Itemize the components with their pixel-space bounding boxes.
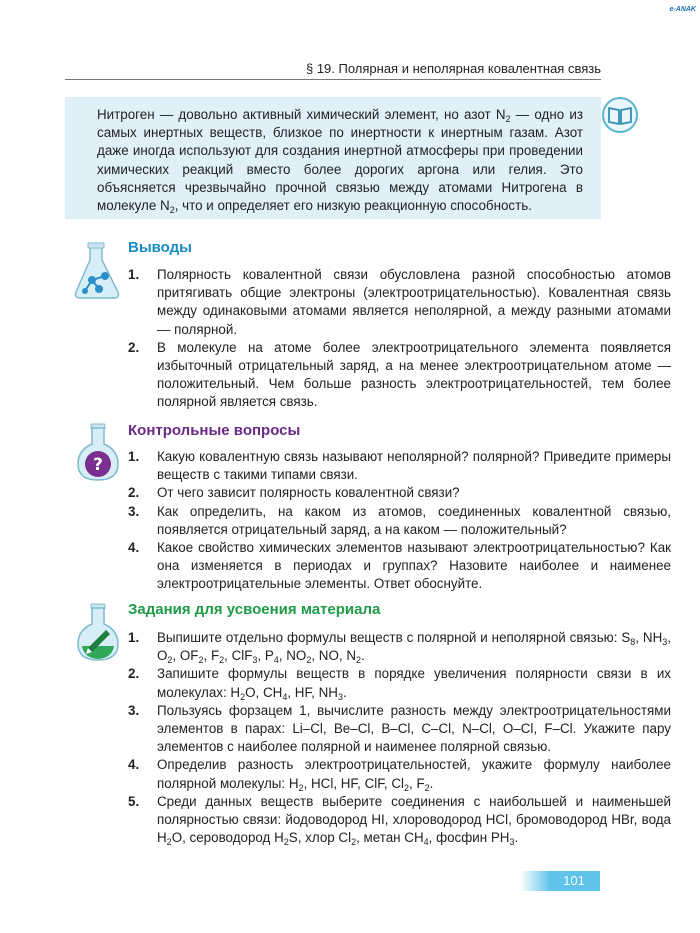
item-number: 4. — [128, 757, 140, 773]
list-item — [128, 448, 671, 484]
subscript: 2 — [169, 205, 175, 216]
subscript: 2 — [505, 114, 511, 124]
item-text: Какое свойство химических элементов называют электроотрицательностью? Как она изменяется в периодах и группах? Назовите наиболее и наименее электроотрицательные элементы. Ответ обоснуйте. — [157, 540, 671, 592]
list-item — [128, 665, 671, 701]
svg-text:?: ? — [93, 455, 103, 475]
item-number: 2. — [128, 666, 140, 682]
questions-title: Контрольные вопросы — [128, 422, 301, 439]
book-icon — [601, 96, 639, 134]
item-text: Определив разность электроотрицательностей, укажите формулу наиболее полярной молекулы: $H_2$, HCl, HF, ClF, $Cl_2$, $F_2$. — [157, 757, 671, 793]
info-text-part-2: — одно из самых инертных веществ, близкое по инертности к инертным газам. Азот даже иногда используют для создания инертной атмосферы при проведении химических реакций вместо более дорогих аргона или гелия. Это объясняется чрезвычайно прочной связью между атомами Нитрогена в молекуле N — [97, 107, 583, 214]
page-number: 101 — [548, 871, 600, 891]
list-item — [128, 339, 671, 412]
info-text-part-1: Нитроген — довольно активный химический элемент, но азот N — [97, 107, 506, 122]
item-number: 1. — [128, 630, 140, 645]
item-number: 2. — [128, 339, 140, 355]
item-text: Выпишите отдельно формулы веществ с полярной и неполярной связью: $S_8$, $NH_3$, $O_2$, $OF_2$, $F_2$, ClF$_3$, $P_4$, $NO_2$, NO, $N_2$. — [157, 630, 671, 666]
flask-molecule-icon — [72, 240, 124, 300]
page-number-strip — [520, 871, 548, 891]
list-item — [128, 266, 671, 339]
questions-list — [128, 448, 671, 594]
item-text: Какую ковалентную связь называют неполярной? полярной? Приведите примеры веществ с такими типами связи. — [157, 449, 671, 483]
item-number: 3. — [128, 503, 140, 519]
list-item — [128, 793, 671, 848]
list-item — [128, 539, 671, 594]
publisher-logo: e-ANAK — [669, 6, 696, 13]
list-item — [128, 629, 671, 665]
conclusions-title: Выводы — [128, 239, 192, 256]
list-item — [128, 484, 671, 502]
item-text: В молекуле на атоме более электроотрицательного элемента появляется избыточный отрицательный заряд, а на менее электроотрицательном атоме — положительный. Чем больше разность электроотрицательностей, тем более полярной является связь. — [157, 339, 671, 410]
item-number: 5. — [128, 793, 140, 809]
header-divider — [65, 79, 601, 80]
item-number: 1. — [128, 267, 140, 282]
question-flask-icon — [72, 422, 124, 482]
info-text-part-3: , что и определяет его низкую реакционную способность. — [174, 198, 532, 214]
item-number: 3. — [128, 702, 140, 718]
tasks-list — [128, 629, 671, 847]
list-item — [128, 702, 671, 757]
conclusions-list — [128, 266, 671, 412]
item-number: 4. — [128, 540, 140, 556]
item-text: От чего зависит полярность ковалентной связи? — [157, 485, 460, 501]
item-text: Пользуясь форзацем 1, вычислите разность между электроотрицательностями элементов в парах: Li–Cl, Be–Cl, B–Cl, C–Cl, N–Cl, O–Cl, F–Cl. Укажите пару элементов с наиболее полярной и наименее полярной связью. — [157, 702, 671, 755]
tasks-title: Задания для усвоения материала — [128, 601, 381, 618]
item-text: Как определить, на каком из атомов, соединенных ковалентной связью, появляется отрицательный заряд, а на каком — положительный? — [157, 503, 671, 537]
item-number: 2. — [128, 485, 140, 501]
list-item — [128, 756, 671, 792]
item-text: Полярность ковалентной связи обусловлена разной способностью атомов притягивать общие электроны (электроотрицательностью). Ковалентная связь между одинаковыми атомами является неполярной, а между разными атомами — полярной. — [157, 267, 671, 337]
page-header: § 19. Полярная и неполярная ковалентная связь — [305, 61, 601, 76]
item-number: 1. — [128, 449, 140, 464]
item-text: Запишите формулы веществ в порядке увеличения полярности связи в их молекулах: $H_2O$, $CH_4$, HF, $NH_3$. — [157, 666, 671, 702]
pencil-flask-icon — [72, 602, 124, 662]
list-item — [128, 503, 671, 539]
info-box — [65, 97, 601, 219]
item-text: Среди данных веществ выберите соединения с наибольшей и наименьшей полярностью связи: йодоводород HI, хлороводород HCl, бромоводород HBr, вода $H_2O$, сероводород $H_2S$, хлор $Cl_2$, метан $CH_4$, фосфин $PH_3$. — [157, 793, 671, 848]
